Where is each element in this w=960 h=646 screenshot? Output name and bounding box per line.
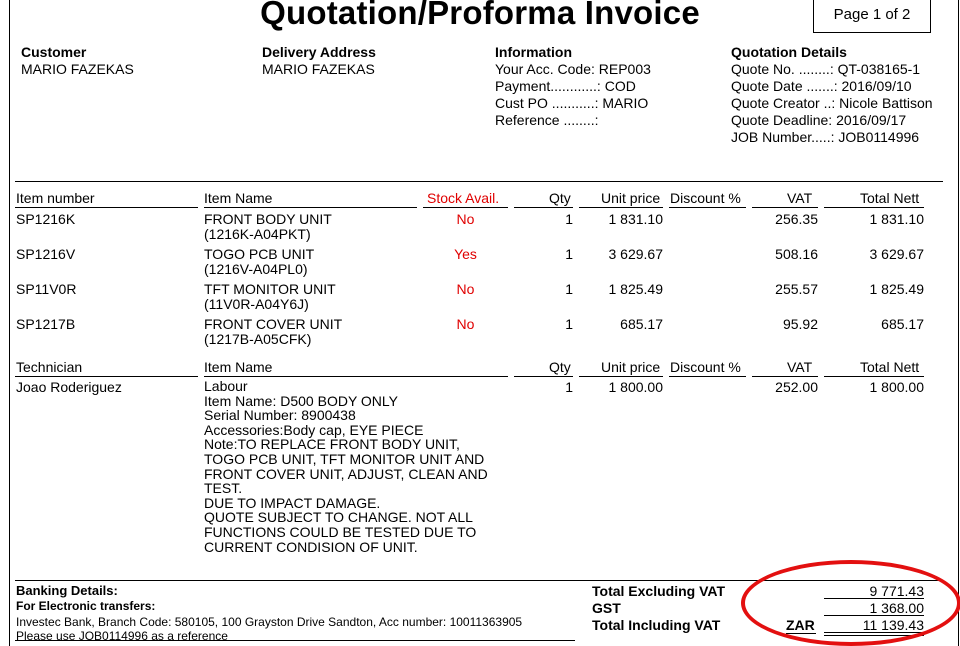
- customer-name: MARIO FAZEKAS: [21, 61, 134, 77]
- item-number: SP1216K: [16, 211, 76, 227]
- col-header-item-name: Item Name: [204, 359, 273, 375]
- col-header-total: Total Nett: [860, 190, 920, 206]
- labour-unit-price: 1 800.00: [608, 379, 663, 395]
- header-underline: [204, 376, 508, 377]
- labour-line: Accessories:Body cap, EYE PIECE: [204, 421, 424, 438]
- labour-line: FRONT COVER UNIT, ADJUST, CLEAN AND: [204, 465, 488, 482]
- item-vat: 508.16: [775, 246, 818, 262]
- labour-line: FUNCTIONS COULD BE TESTED DUE TO: [204, 523, 477, 540]
- header-underline: [579, 207, 663, 208]
- divider: [15, 640, 575, 641]
- item-qty: 1: [565, 281, 573, 297]
- col-header-total: Total Nett: [860, 359, 920, 375]
- item-total: 3 629.67: [869, 246, 924, 262]
- information-line: Reference ........:: [495, 112, 599, 128]
- page-indicator: Page 1 of 2: [813, 0, 931, 33]
- customer-label: Customer: [21, 44, 87, 60]
- labour-total: 1 800.00: [869, 379, 924, 395]
- item-total: 1 831.10: [869, 211, 924, 227]
- labour-line: Serial Number: 8900438: [204, 407, 356, 424]
- quotation-line: Quote Deadline: 2016/09/17: [731, 112, 907, 128]
- labour-line: TEST.: [204, 480, 243, 497]
- labour-line: QUOTE SUBJECT TO CHANGE. NOT ALL: [204, 509, 473, 526]
- quotation-line: Quote Date .......: 2016/09/10: [731, 78, 912, 94]
- item-code: (1217B-A05CFK): [204, 331, 312, 347]
- header-underline: [579, 376, 663, 377]
- col-header-discount: Discount %: [670, 190, 741, 206]
- stock-status: Yes: [454, 246, 477, 262]
- col-header-unit-price: Unit price: [601, 359, 661, 375]
- annotation-circle: [741, 560, 960, 646]
- item-number: SP1217B: [16, 316, 76, 332]
- header-underline: [669, 376, 746, 377]
- item-vat: 256.35: [775, 211, 818, 227]
- labour-vat: 252.00: [775, 379, 818, 395]
- item-total: 1 825.49: [869, 281, 924, 297]
- banking-title: Banking Details:: [16, 583, 118, 598]
- labour-line: Labour: [204, 378, 248, 394]
- information-line: Payment............: COD: [495, 78, 636, 94]
- header-underline: [752, 207, 818, 208]
- delivery-label: Delivery Address: [262, 44, 376, 60]
- divider: [15, 181, 943, 182]
- col-header-qty: Qty: [549, 359, 571, 375]
- item-unit-price: 685.17: [620, 316, 663, 332]
- quotation-label: Quotation Details: [731, 44, 847, 60]
- col-header-qty: Qty: [549, 190, 571, 206]
- header-underline: [824, 376, 924, 377]
- header-underline: [514, 207, 573, 208]
- col-header-vat: VAT: [787, 359, 813, 375]
- col-header-technician: Technician: [16, 359, 83, 375]
- labour-line: Note:TO REPLACE FRONT BODY UNIT,: [204, 436, 460, 453]
- header-underline: [15, 207, 198, 208]
- total-incl-vat-label: Total Including VAT: [592, 617, 721, 633]
- item-code: (1216V-A04PL0): [204, 261, 308, 277]
- delivery-name: MARIO FAZEKAS: [262, 61, 375, 77]
- header-underline: [514, 376, 573, 377]
- total-excl-vat-value: 9 771.43: [869, 583, 924, 599]
- technician-name: Joao Roderiguez: [16, 379, 122, 395]
- document-title: Quotation/Proforma Invoice: [260, 0, 700, 31]
- information-label: Information: [495, 44, 572, 60]
- currency-label: ZAR: [786, 617, 815, 633]
- item-unit-price: 1 831.10: [608, 211, 663, 227]
- item-unit-price: 3 629.67: [608, 246, 663, 262]
- header-underline: [15, 376, 198, 377]
- quotation-line: Quote Creator ..: Nicole Battison: [731, 95, 933, 111]
- col-header-unit-price: Unit price: [601, 190, 661, 206]
- col-header-stock: Stock Avail.: [427, 190, 500, 206]
- header-underline: [204, 207, 417, 208]
- item-number: SP1216V: [16, 246, 76, 262]
- item-name: TOGO PCB UNIT: [204, 246, 315, 262]
- information-line: Your Acc. Code: REP003: [495, 61, 651, 77]
- item-qty: 1: [565, 211, 573, 227]
- labour-description: [204, 379, 488, 554]
- item-code: (11V0R-A04Y6J): [204, 296, 309, 312]
- item-vat: 95.92: [782, 316, 818, 332]
- stock-status: No: [456, 316, 475, 332]
- col-header-item-number: Item number: [16, 190, 95, 206]
- banking-reference: Please use JOB0114996 as a reference: [16, 629, 228, 640]
- gst-label: GST: [592, 600, 621, 616]
- item-code: (1216K-A04PKT): [204, 226, 311, 242]
- labour-qty: 1: [565, 379, 573, 395]
- information-line: Cust PO ...........: MARIO: [495, 95, 649, 111]
- header-underline: [423, 207, 508, 208]
- labour-line: TOGO PCB UNIT, TFT MONITOR UNIT AND: [204, 450, 485, 467]
- gst-value: 1 368.00: [869, 600, 924, 616]
- item-vat: 255.57: [775, 281, 818, 297]
- item-qty: 1: [565, 246, 573, 262]
- quotation-line: JOB Number.....: JOB0114996: [731, 129, 920, 145]
- stock-status: No: [456, 211, 475, 227]
- total-incl-vat-value: 11 139.43: [862, 617, 924, 633]
- item-total: 685.17: [881, 316, 924, 332]
- item-qty: 1: [565, 316, 573, 332]
- labour-line: CURRENT CONDISION OF UNIT.: [204, 538, 418, 555]
- item-name: FRONT BODY UNIT: [204, 211, 332, 227]
- col-header-discount: Discount %: [670, 359, 741, 375]
- item-unit-price: 1 825.49: [608, 281, 663, 297]
- item-number: SP11V0R: [16, 281, 77, 297]
- item-name: FRONT COVER UNIT: [204, 316, 343, 332]
- total-excl-vat-label: Total Excluding VAT: [592, 583, 725, 599]
- header-underline: [669, 207, 746, 208]
- banking-details: Investec Bank, Branch Code: 580105, 100 Grayston Drive Sandton, Acc number: 10011363905: [16, 615, 523, 629]
- quotation-details: [731, 61, 943, 145]
- quotation-line: Quote No. ........: QT-038165-1: [731, 61, 921, 77]
- banking-subtitle: For Electronic transfers:: [16, 599, 156, 613]
- col-header-item-name: Item Name: [204, 190, 273, 206]
- col-header-vat: VAT: [787, 190, 813, 206]
- stock-status: No: [456, 281, 475, 297]
- item-name: TFT MONITOR UNIT: [204, 281, 336, 297]
- header-underline: [752, 376, 818, 377]
- header-underline: [824, 207, 924, 208]
- labour-line: Item Name: D500 BODY ONLY: [204, 392, 398, 409]
- labour-line: DUE TO IMPACT DAMAGE.: [204, 494, 381, 511]
